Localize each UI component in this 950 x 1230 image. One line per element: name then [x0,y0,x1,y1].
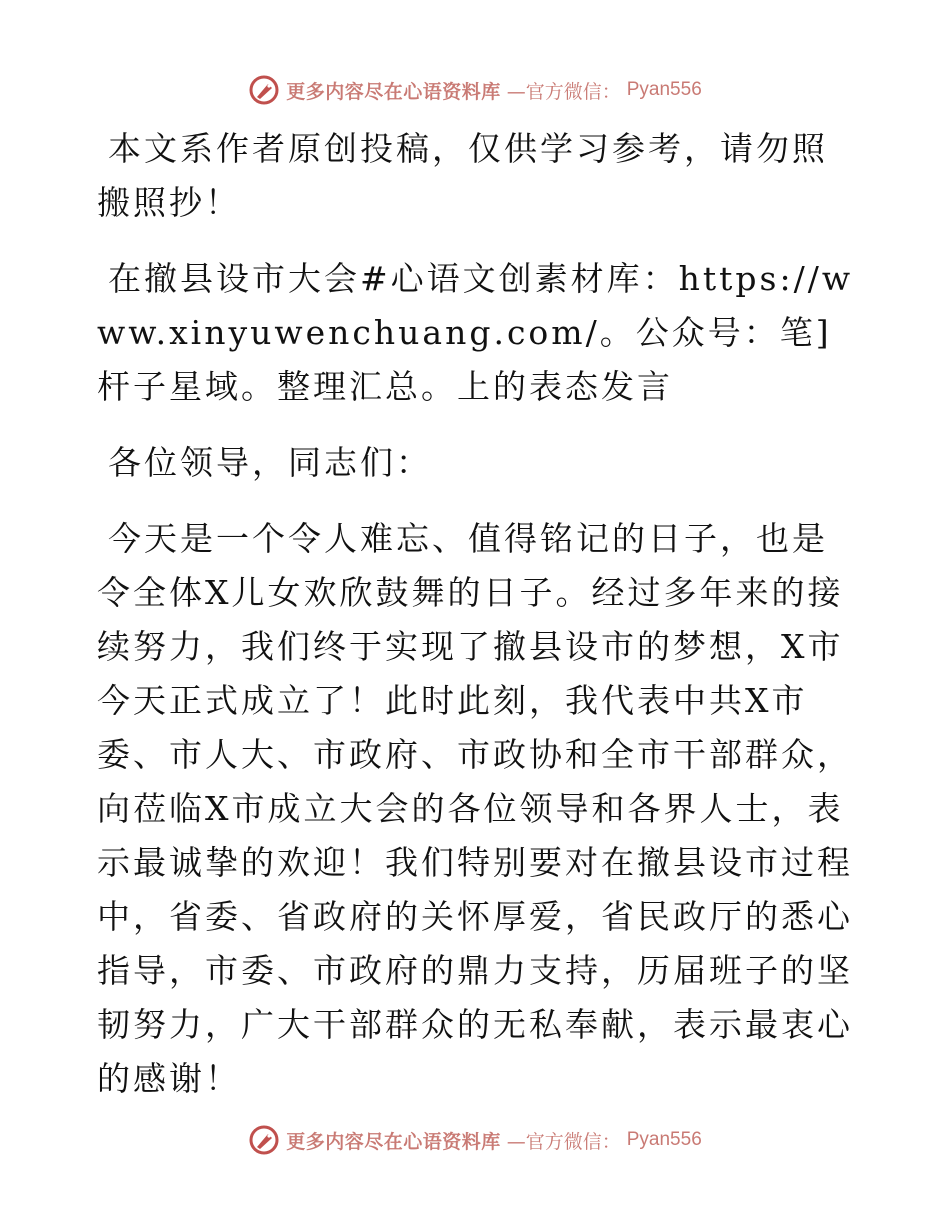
title-paragraph: 在撤县设市大会#心语文创素材库：https://www.xinyuwenchuang.com/。公众号：笔]杆子星域。整理汇总。上的表态发言 [97,259,854,406]
disclaimer-paragraph: 本文系作者原创投稿，仅供学习参考，请勿照搬照抄！ [97,129,828,222]
watermark-text: 更多内容尽在心语资料库 [286,1130,501,1153]
watermark-separator: —官方微信： [506,80,621,103]
watermark-wechat-id: Pyan556 [626,79,702,100]
pen-nib-logo-icon [248,1124,280,1156]
watermark-wechat-id: Pyan556 [626,1129,702,1150]
watermark-separator: —官方微信： [506,1130,621,1153]
document-body [97,122,857,1128]
footer-watermark [0,1122,950,1158]
body-paragraph: 今天是一个令人难忘、值得铭记的日子，也是令全体X儿女欢欣鼓舞的日子。经过多年来的接续努力，我们终于实现了撤县设市的梦想，X市今天正式成立了！此时此刻，我代表中共X市委、市人大、市政府、市政协和全市干部群众，向莅临X市成立大会的各位领导和各界人士，表示最诚挚的欢迎！我们特别要对在撤县设市过程中，省委、省政府的关怀厚爱，省民政厅的悉心指导，市委、市政府的鼎力支持，历届班子的坚韧努力，广大干部群众的无私奉献，表示最衷心的感谢！ [97,519,853,1098]
header-watermark [0,72,950,108]
pen-nib-logo-icon [248,74,280,106]
salutation-paragraph: 各位领导，同志们： [108,443,432,482]
watermark-text: 更多内容尽在心语资料库 [286,80,501,103]
